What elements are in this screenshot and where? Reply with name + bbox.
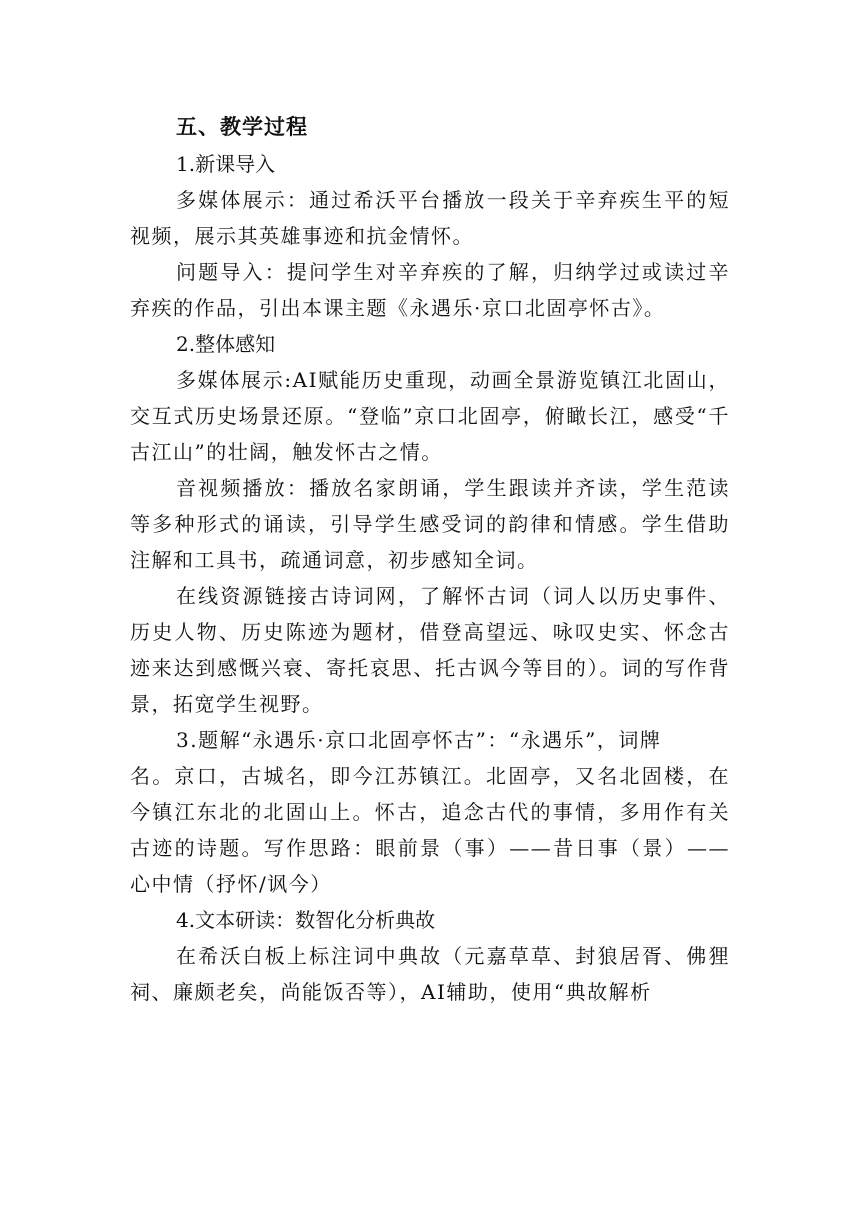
paragraph-online-resources: 在线资源链接古诗词网，了解怀古词（词人以历史事件、历史人物、历史陈迹为题材，借登高望远、咏叹史实、怀念古迹来达到感慨兴衰、寄托哀思、托古讽今等目的）。词的写作背景，拓宽学生视野。 bbox=[130, 584, 730, 716]
paragraph-whiteboard-allusions: 在希沃白板上标注词中典故（元嘉草草、封狼居胥、佛狸祠、廉颇老矣，尚能饭否等），AI辅助，使用“典故解析 bbox=[130, 944, 730, 1004]
paragraph-multimedia-intro: 多媒体展示：通过希沃平台播放一段关于辛弃疾生平的短视频，展示其英雄事迹和抗金情怀。 bbox=[130, 188, 730, 248]
subsection-title-text-study: 4.文本研读：数智化分析典故 bbox=[176, 908, 436, 932]
document-body bbox=[130, 108, 730, 1010]
paragraph-question-intro: 问题导入：提问学生对辛弃疾的了解，归纳学过或读过辛弃疾的作品，引出本课主题《永遇乐·京口北固亭怀古》。 bbox=[130, 260, 730, 320]
paragraph-audio-video: 音视频播放：播放名家朗诵，学生跟读并齐读，学生范读等多种形式的诵读，引导学生感受词的韵律和情感。学生借助注解和工具书，疏通词意，初步感知全词。 bbox=[130, 476, 730, 572]
subsection-title-new-lesson: 1.新课导入 bbox=[176, 152, 276, 176]
section-title: 五、教学过程 bbox=[176, 115, 308, 139]
subsection-title-overall-perception: 2.整体感知 bbox=[176, 332, 276, 356]
paragraph-ai-history: 多媒体展示:AI赋能历史重现，动画全景游览镇江北固山，交互式历史场景还原。“登临”京口北固亭，俯瞰长江，感受“千古江山”的壮阔，触发怀古之情。 bbox=[130, 368, 730, 464]
paragraph-title-explanation-cont: 名。京口，古城名，即今江苏镇江。北固亭，又名北固楼，在今镇江东北的北固山上。怀古，追念古代的事情，多用作有关古迹的诗题。写作思路：眼前景（事）——昔日事（景）——心中情（抒怀/讽今） bbox=[130, 764, 730, 896]
paragraph-title-explanation-start: 3.题解“永遇乐·京口北固亭怀古”：“永遇乐”，词牌 bbox=[176, 728, 662, 752]
